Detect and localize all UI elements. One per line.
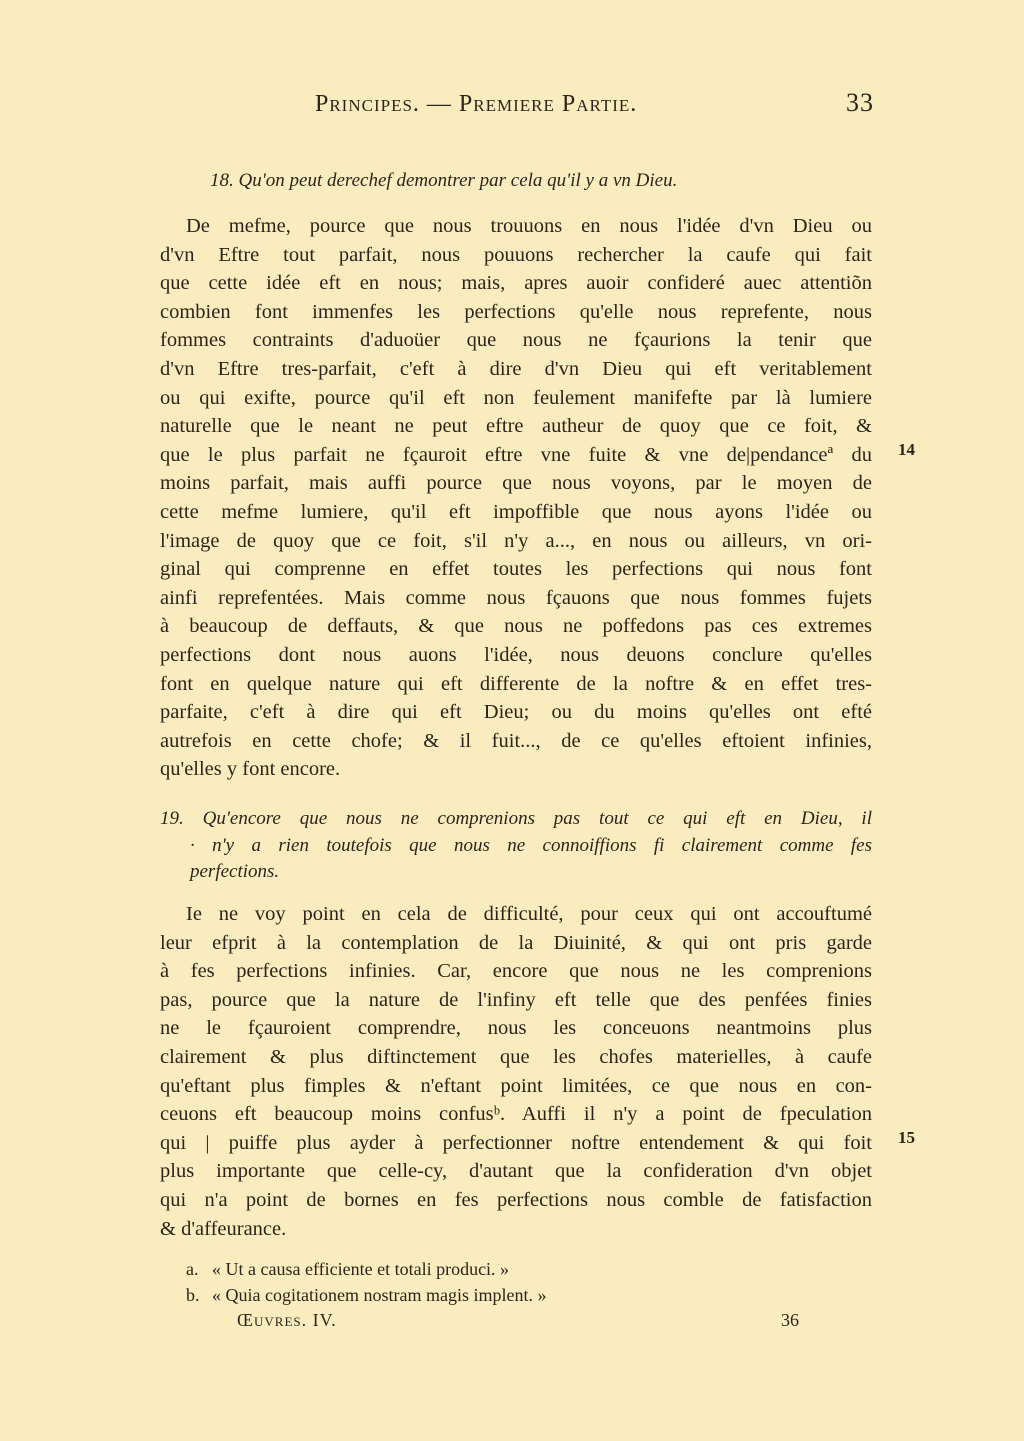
- text-line: parfaite, c'eft à dire qui eft Dieu; ou du moins qu'elles ont efté: [160, 701, 872, 724]
- footnote: [186, 1256, 546, 1282]
- section-19-heading: [160, 806, 872, 886]
- footnote-letter: a.: [186, 1259, 199, 1279]
- text-line: ainfi reprefentées. Mais comme nous fçauons que nous fommes fujets: [160, 586, 872, 609]
- text-line: à fes perfections infinies. Car, encore que nous ne les comprenions: [160, 960, 872, 983]
- page-number: 33: [846, 88, 874, 117]
- margin-number-15: 15: [898, 1128, 915, 1147]
- margin-number-14: 14: [898, 440, 915, 459]
- text-line: ginal qui comprenne en effet toutes les perfections qui nous font: [160, 558, 872, 581]
- footnotes: [186, 1256, 546, 1308]
- text-line: autrefois en cette chofe; & il fuit..., de ce qu'elles eftoient infinies,: [160, 729, 872, 752]
- text-line: qui | puiffe plus ayder à perfectionner noftre entendement & qui foit: [160, 1131, 872, 1154]
- text-line: font en quelque nature qui eft differente de la noftre & en effet tres-: [160, 672, 872, 695]
- text-line: cette mefme lumiere, qu'il eft impoffible que nous ayons l'idée ou: [160, 500, 872, 523]
- text-line: ne le fçauroient comprendre, nous les conceuons neantmoins plus: [160, 1017, 872, 1040]
- text-line: combien font immenfes les perfections qu'elle nous reprefente, nous: [160, 300, 872, 323]
- running-title: Principes. — Premiere Partie.: [315, 91, 638, 117]
- text-line: d'vn Eftre tout parfait, nous pouuons rechercher la caufe qui fait: [160, 243, 872, 266]
- running-header: [160, 88, 874, 118]
- footnote-letter: b.: [186, 1285, 200, 1305]
- text-line: plus importante que celle-cy, d'autant que la confideration d'vn objet: [160, 1160, 872, 1183]
- heading-line: · n'y a rien toutefois que nous ne connoiffions fi clairement comme fes: [190, 834, 872, 856]
- text-line: que le plus parfait ne fçauroit eftre vne fuite & vne de|pendanceª du: [160, 443, 872, 466]
- text-line: Ie ne voy point en cela de difficulté, pour ceux qui ont accouftumé: [186, 903, 872, 925]
- text-line: d'vn Eftre tres-parfait, c'eft à dire d'vn Dieu qui eft veritablement: [160, 357, 872, 380]
- section-18-heading: 18. Qu'on peut derechef demontrer par cela qu'il y a vn Dieu.: [210, 170, 678, 191]
- text-line: à beaucoup de deffauts, & que nous ne poffedons pas ces extremes: [160, 615, 872, 638]
- text-line: leur efprit à la contemplation de la Diuinité, & qui ont pris garde: [160, 931, 872, 954]
- text-line: pas, pource que la nature de l'infiny eft telle que des penfées finies: [160, 988, 872, 1011]
- text-line: qui n'a point de bornes en fes perfections nous comble de fatisfaction: [160, 1188, 872, 1211]
- text-line: & d'affeurance.: [160, 1217, 287, 1240]
- footnote-text: « Ut a causa efficiente et totali produci. »: [212, 1259, 510, 1279]
- page-footer: [237, 1310, 799, 1331]
- section-19-body: [160, 900, 872, 1243]
- text-line: que cette idée eft en nous; mais, apres auoir confideré auec attentiõn: [160, 272, 872, 295]
- sheet-number: 36: [781, 1310, 799, 1330]
- text-line: l'image de quoy que ce foit, s'il n'y a..., en nous ou ailleurs, vn ori-: [160, 529, 872, 552]
- text-line: ou qui exifte, pource qu'il eft non feulement manifefte par là lumiere: [160, 386, 872, 409]
- section-18-body: [160, 212, 872, 784]
- text-line: qu'eftant plus fimples & n'eftant point limitées, ce que nous en con-: [160, 1074, 872, 1097]
- text-line: moins parfait, mais auffi pource que nous voyons, par le moyen de: [160, 472, 872, 495]
- heading-line: perfections.: [190, 861, 280, 882]
- footnote-text: « Quia cogitationem nostram magis implent. »: [212, 1285, 547, 1305]
- text-line: naturelle que le neant ne peut eftre autheur de quoy que ce foit, &: [160, 415, 872, 438]
- text-line: ceuons eft beaucoup moins confusᵇ. Auffi il n'y a point de fpeculation: [160, 1103, 872, 1126]
- text-line: qu'elles y font encore.: [160, 758, 341, 781]
- text-line: clairement & plus diftinctement que les chofes materielles, à caufe: [160, 1045, 872, 1068]
- signature-mark: Œuvres. IV.: [237, 1310, 337, 1330]
- text-line: perfections dont nous auons l'idée, nous deuons conclure qu'elles: [160, 643, 872, 666]
- text-line: fommes contraints d'aduoüer que nous ne fçaurions la tenir que: [160, 329, 872, 352]
- text-line: De mefme, pource que nous trouuons en nous l'idée d'vn Dieu ou: [186, 215, 872, 237]
- footnote: [186, 1282, 546, 1308]
- heading-line: 19. Qu'encore que nous ne comprenions pas tout ce qui eft en Dieu, il: [160, 808, 872, 829]
